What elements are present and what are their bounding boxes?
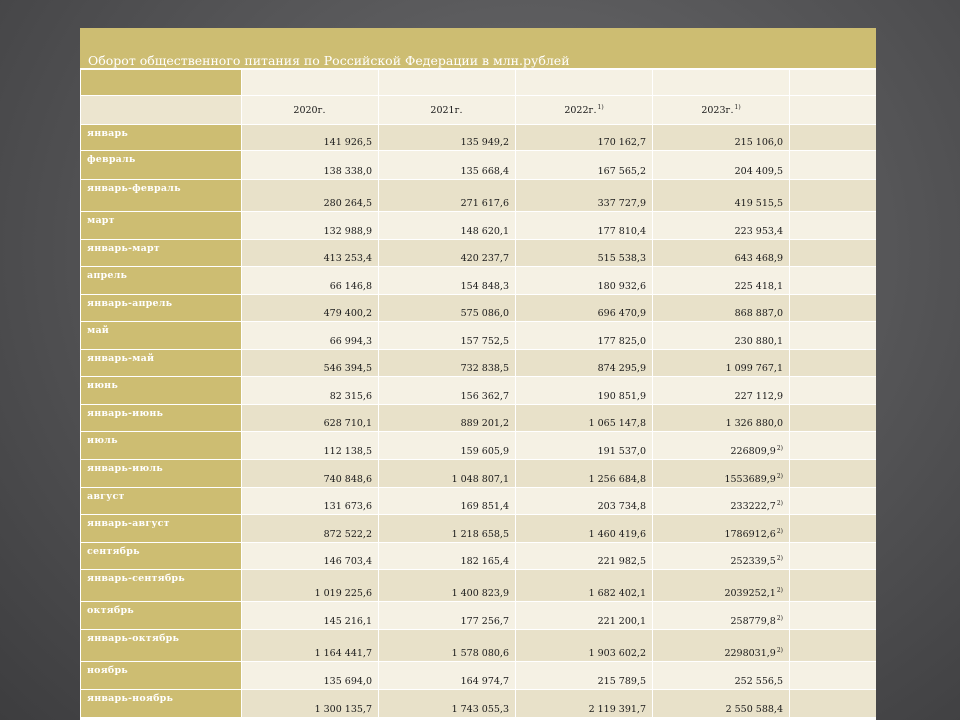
table-row: [81, 543, 877, 570]
row-label: январь-ноябрь: [81, 690, 242, 718]
row-label: май: [81, 322, 242, 350]
value-cell: 419 515,5: [653, 180, 790, 212]
value-cell: 252 556,5: [653, 662, 790, 690]
value-cell: 227 112,9: [653, 377, 790, 405]
value-cell: 280 264,5: [242, 180, 379, 212]
row-label: июль: [81, 432, 242, 460]
empty-cell: [790, 151, 877, 180]
value-cell: 258779,8$^{2)}$: [653, 602, 790, 630]
title-bar: [80, 28, 876, 69]
footnote-mark: 2): [776, 555, 783, 562]
empty-cell: [790, 460, 877, 488]
value-cell: 154 848,3: [379, 267, 516, 295]
value-cell: 233222,7$^{2)}$: [653, 488, 790, 515]
value-cell: 190 851,9: [516, 377, 653, 405]
empty-cell: [790, 432, 877, 460]
value-cell: 732 838,5: [379, 350, 516, 377]
value-cell: 740 848,6: [242, 460, 379, 488]
row-label: апрель: [81, 267, 242, 295]
footnote-mark: 2): [776, 500, 783, 507]
table-row: [81, 432, 877, 460]
value-cell: 223 953,4: [653, 212, 790, 240]
row-label: март: [81, 212, 242, 240]
value-cell: 1 682 402,1: [516, 570, 653, 602]
value-cell: 148 620,1: [379, 212, 516, 240]
value-cell: 1 578 080,6: [379, 630, 516, 662]
value-cell: 112 138,5: [242, 432, 379, 460]
value-cell: 643 468,9: [653, 240, 790, 267]
empty-cell: [790, 180, 877, 212]
table-row: [81, 570, 877, 602]
blank-row: [81, 70, 877, 96]
value-cell: 215 789,5: [516, 662, 653, 690]
row-label: январь-октябрь: [81, 630, 242, 662]
table-row: [81, 295, 877, 322]
row-label: январь-март: [81, 240, 242, 267]
value-cell: 191 537,0: [516, 432, 653, 460]
value-cell: 868 887,0: [653, 295, 790, 322]
row-label: ноябрь: [81, 662, 242, 690]
table-row: [81, 180, 877, 212]
value-cell: 66 146,8: [242, 267, 379, 295]
row-label: январь-июнь: [81, 405, 242, 432]
footnote-mark: 2): [776, 445, 783, 452]
value-cell: 1 065 147,8: [516, 405, 653, 432]
value-cell: 145 216,1: [242, 602, 379, 630]
corner-cell: [81, 96, 242, 125]
empty-cell: [790, 350, 877, 377]
table-row: [81, 662, 877, 690]
footnote-mark: 2): [776, 615, 783, 622]
empty-cell: [790, 240, 877, 267]
value-cell: 204 409,5: [653, 151, 790, 180]
row-label: январь: [81, 125, 242, 151]
empty-cell: [790, 690, 877, 718]
value-cell: 180 932,6: [516, 267, 653, 295]
header-row: [81, 96, 877, 125]
row-label: январь-июль: [81, 460, 242, 488]
table-row: [81, 377, 877, 405]
table-row: [81, 322, 877, 350]
value-cell: 1 903 602,2: [516, 630, 653, 662]
value-cell: 479 400,2: [242, 295, 379, 322]
table-row: [81, 460, 877, 488]
value-cell: 1 300 135,7: [242, 690, 379, 718]
value-cell: 177 810,4: [516, 212, 653, 240]
row-label: январь-август: [81, 515, 242, 543]
empty-cell: [790, 322, 877, 350]
value-cell: 413 253,4: [242, 240, 379, 267]
value-cell: 159 605,9: [379, 432, 516, 460]
empty-cell: [790, 488, 877, 515]
value-cell: 215 106,0: [653, 125, 790, 151]
value-cell: 157 752,5: [379, 322, 516, 350]
value-cell: 203 734,8: [516, 488, 653, 515]
footnote-mark: 2): [776, 473, 783, 480]
empty-cell: [790, 543, 877, 570]
empty-cell: [790, 630, 877, 662]
value-cell: 515 538,3: [516, 240, 653, 267]
row-label: февраль: [81, 151, 242, 180]
column-header: 2022г.$^{1)}$: [516, 96, 653, 125]
footnote-mark: 2): [776, 528, 783, 535]
value-cell: 1 048 807,1: [379, 460, 516, 488]
value-cell: 226809,9$^{2)}$: [653, 432, 790, 460]
empty-cell: [790, 377, 877, 405]
table-row: [81, 690, 877, 718]
table-row: [81, 151, 877, 180]
value-cell: 1553689,9$^{2)}$: [653, 460, 790, 488]
value-cell: 131 673,6: [242, 488, 379, 515]
value-cell: 889 201,2: [379, 405, 516, 432]
column-header: 2021г.: [379, 96, 516, 125]
value-cell: 1 743 055,3: [379, 690, 516, 718]
value-cell: 546 394,5: [242, 350, 379, 377]
table-row: [81, 488, 877, 515]
table-row: [81, 350, 877, 377]
value-cell: 628 710,1: [242, 405, 379, 432]
value-cell: 156 362,7: [379, 377, 516, 405]
value-cell: 2298031,9$^{2)}$: [653, 630, 790, 662]
column-header: 2023г.$^{1)}$: [653, 96, 790, 125]
value-cell: 221 982,5: [516, 543, 653, 570]
value-cell: 141 926,5: [242, 125, 379, 151]
empty-cell: [790, 570, 877, 602]
slide: [80, 28, 876, 720]
column-header: 2020г.: [242, 96, 379, 125]
value-cell: 2 119 391,7: [516, 690, 653, 718]
row-label: январь-февраль: [81, 180, 242, 212]
value-cell: 1 460 419,6: [516, 515, 653, 543]
row-label: август: [81, 488, 242, 515]
value-cell: 2 550 588,4: [653, 690, 790, 718]
footnote-mark: 2): [776, 587, 783, 594]
table-row: [81, 125, 877, 151]
empty-cell: [790, 212, 877, 240]
value-cell: 138 338,0: [242, 151, 379, 180]
value-cell: 872 522,2: [242, 515, 379, 543]
value-cell: 182 165,4: [379, 543, 516, 570]
value-cell: 1 164 441,7: [242, 630, 379, 662]
value-cell: 1 019 225,6: [242, 570, 379, 602]
value-cell: 146 703,4: [242, 543, 379, 570]
row-label: сентябрь: [81, 543, 242, 570]
table-row: [81, 405, 877, 432]
empty-cell: [790, 662, 877, 690]
value-cell: 177 825,0: [516, 322, 653, 350]
value-cell: 170 162,7: [516, 125, 653, 151]
value-cell: 66 994,3: [242, 322, 379, 350]
empty-header-cell: [790, 96, 877, 125]
empty-cell: [790, 267, 877, 295]
value-cell: 221 200,1: [516, 602, 653, 630]
value-cell: 1 099 767,1: [653, 350, 790, 377]
value-cell: 1 218 658,5: [379, 515, 516, 543]
table-row: [81, 515, 877, 543]
turnover-table: [80, 69, 876, 718]
empty-cell: [790, 295, 877, 322]
value-cell: 337 727,9: [516, 180, 653, 212]
row-label: январь-апрель: [81, 295, 242, 322]
value-cell: 135 949,2: [379, 125, 516, 151]
empty-cell: [790, 602, 877, 630]
value-cell: 167 565,2: [516, 151, 653, 180]
table-row: [81, 267, 877, 295]
value-cell: 135 668,4: [379, 151, 516, 180]
value-cell: 177 256,7: [379, 602, 516, 630]
table-row: [81, 212, 877, 240]
row-label: июнь: [81, 377, 242, 405]
value-cell: 169 851,4: [379, 488, 516, 515]
footnote-mark: 2): [776, 647, 783, 654]
value-cell: 575 086,0: [379, 295, 516, 322]
value-cell: 252339,5$^{2)}$: [653, 543, 790, 570]
value-cell: 1786912,6$^{2)}$: [653, 515, 790, 543]
empty-cell: [790, 405, 877, 432]
row-label: октябрь: [81, 602, 242, 630]
row-label: январь-сентябрь: [81, 570, 242, 602]
value-cell: 135 694,0: [242, 662, 379, 690]
table-row: [81, 240, 877, 267]
value-cell: 1 326 880,0: [653, 405, 790, 432]
empty-cell: [790, 515, 877, 543]
value-cell: 1 400 823,9: [379, 570, 516, 602]
table-title: Оборот общественного питания по Российской Федерации в млн.рублей: [88, 53, 570, 68]
value-cell: 225 418,1: [653, 267, 790, 295]
value-cell: 2039252,1$^{2)}$: [653, 570, 790, 602]
table-row: [81, 630, 877, 662]
value-cell: 696 470,9: [516, 295, 653, 322]
table-row: [81, 602, 877, 630]
value-cell: 164 974,7: [379, 662, 516, 690]
value-cell: 82 315,6: [242, 377, 379, 405]
value-cell: 874 295,9: [516, 350, 653, 377]
value-cell: 1 256 684,8: [516, 460, 653, 488]
value-cell: 230 880,1: [653, 322, 790, 350]
value-cell: 420 237,7: [379, 240, 516, 267]
empty-cell: [790, 125, 877, 151]
value-cell: 271 617,6: [379, 180, 516, 212]
value-cell: 132 988,9: [242, 212, 379, 240]
row-label: январь-май: [81, 350, 242, 377]
